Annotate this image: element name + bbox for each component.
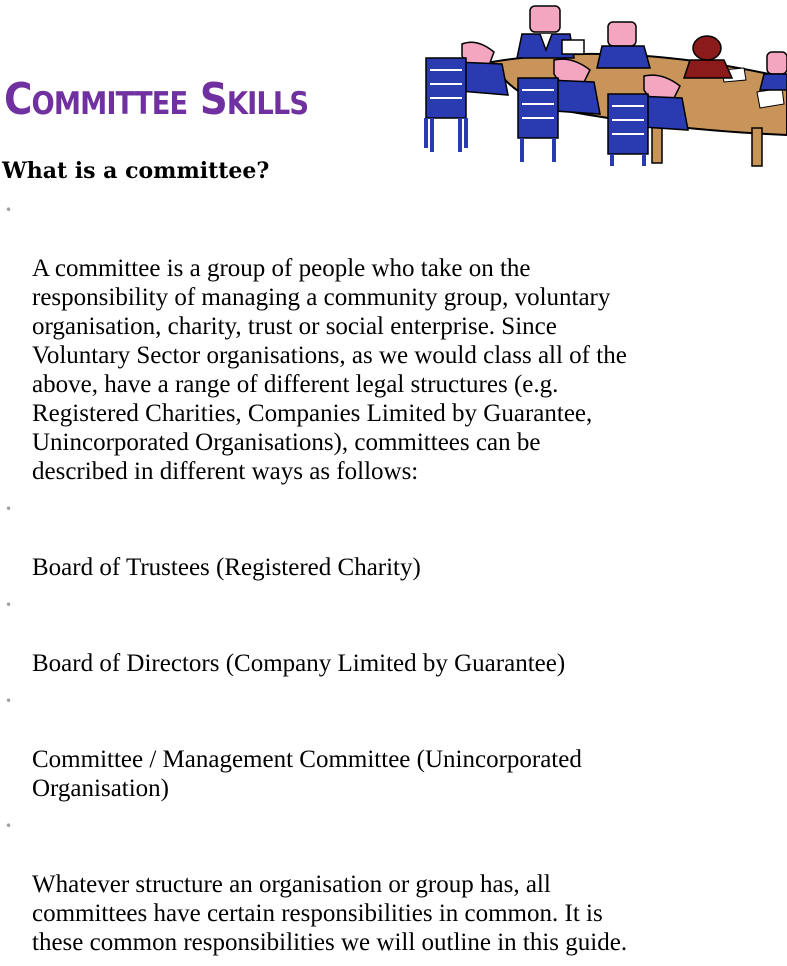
committee-meeting-table-icon: [422, 0, 787, 168]
bullet-icon: •: [5, 598, 13, 612]
bullet-icon: •: [5, 819, 13, 833]
bullet-item-definition: [0, 196, 787, 486]
bullet-text: Board of Trustees (Registered Charity): [32, 554, 421, 581]
bullet-icon: •: [5, 203, 13, 217]
bullet-item-common-responsibilities: [0, 812, 787, 957]
bullet-text: Whatever structure an organisation or group has, all committees have certain responsibilities in common. It is these common responsibilities we will outline in this guide.: [32, 871, 628, 956]
bullet-item-board-of-directors: [0, 591, 787, 678]
bullet-item-management-committee: [0, 687, 787, 803]
bullet-icon: •: [5, 502, 13, 516]
bullet-item-board-of-trustees: [0, 495, 787, 582]
bullet-text: Board of Directors (Company Limited by Guarantee): [32, 650, 566, 677]
bullet-list: [0, 196, 787, 966]
bullet-text: A committee is a group of people who take on the responsibility of managing a community group, voluntary organisation, charity, trust or social enterprise. Since Voluntary Sector organisations, as we would class all of the above, have a range of different legal structures (e.g. Registered Charities, Companies Limited by Guarantee, Unincorporated Organisations), committees can be described in different ways as follows:: [32, 255, 627, 485]
slide-title: Committee Skills: [4, 74, 309, 125]
section-subheading: What is a committee?: [2, 158, 270, 184]
bullet-icon: •: [5, 694, 13, 708]
bullet-text: Committee / Management Committee (Unincorporated Organisation): [32, 746, 582, 802]
